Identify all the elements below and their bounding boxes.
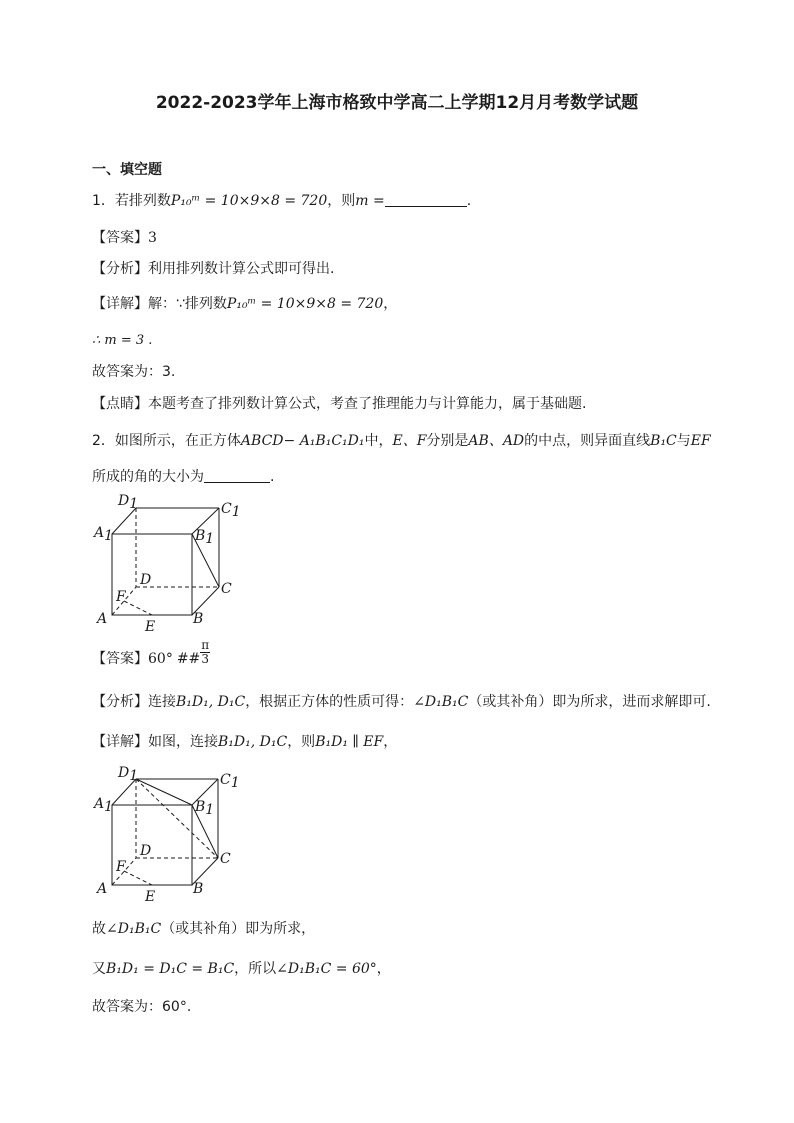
detail-tag: 【详解】: [92, 734, 148, 750]
q2-mid2: 分别是: [426, 433, 469, 449]
label-b1: B1: [195, 799, 215, 818]
detail-expr: P₁₀ᵐ = 10×9×8 = 720: [226, 296, 384, 312]
q2-mid4: 与: [676, 433, 691, 449]
detail-prefix: 解：: [148, 296, 176, 312]
q2-ef: E、F: [392, 433, 427, 449]
q1-mid: ，则: [327, 193, 356, 209]
figure-1-labels: [92, 493, 241, 635]
so-prefix: 故: [92, 921, 106, 937]
segment-d1b1: [136, 779, 192, 805]
label-d: D: [140, 572, 152, 588]
q2-line2-prefix: 所成的角的大小为: [92, 469, 204, 485]
comment-tag: 【点睛】: [92, 396, 148, 412]
answer-value: 3: [148, 230, 157, 246]
label-a1: A1: [94, 796, 114, 815]
q2-mid3: 的中点，则异面直线: [524, 433, 651, 449]
q1-var: m =: [355, 193, 385, 209]
detail-text: 排列数: [184, 296, 227, 312]
comment-text: 本题考查了排列数计算公式，考查了推理能力与计算能力，属于基础题.: [148, 396, 587, 412]
label-a1: A1: [94, 525, 114, 544]
q1-end: .: [466, 193, 472, 209]
page-title: 2022-2023学年上海市格致中学高二上学期12月月考数学试题: [155, 93, 639, 113]
label-c1: C1: [221, 501, 241, 520]
label-c1: C1: [220, 772, 240, 791]
q2-detail: [92, 733, 397, 751]
q1-conclusion: 故答案为：3.: [92, 364, 176, 380]
analysis-c: （或其补角）即为所求，进而求解即可.: [468, 694, 711, 710]
q1-answer: [92, 229, 157, 247]
label-f: F: [116, 859, 126, 875]
fraction-numerator: π: [201, 637, 210, 652]
analysis-b: ，根据正方体的性质可得：: [245, 694, 414, 710]
q1-prefix: 1．若排列数: [92, 193, 171, 209]
analysis-seg: B₁D₁, D₁C: [176, 694, 246, 710]
q1-therefore: ∴ m = 3 .: [92, 333, 153, 348]
answer-deg: 60°: [148, 651, 173, 667]
also-prefix: 又: [92, 961, 106, 977]
q2-mid: 中，: [364, 433, 393, 449]
label-f: F: [116, 589, 126, 605]
analysis-angle: ∠D₁B₁C: [413, 694, 469, 710]
q2-prefix: 2．如图所示，在正方体: [92, 433, 241, 449]
detail-seg: B₁D₁, D₁C: [218, 734, 288, 750]
analysis-tag: 【分析】: [92, 694, 148, 710]
q1-stem: [92, 192, 471, 210]
analysis-a: 连接: [148, 694, 176, 710]
cube-figure-1: [92, 490, 242, 635]
analysis-tag: 【分析】: [92, 261, 148, 277]
detail-end: ，: [383, 296, 398, 312]
also-eq: B₁D₁ = D₁C = B₁C: [106, 961, 235, 977]
q2-ab-ad: AB、AD: [468, 433, 525, 449]
figure-2-labels: [92, 765, 240, 905]
analysis-text: 利用排列数计算公式即可得出.: [148, 261, 335, 277]
so-angle: ∠D₁B₁C: [106, 921, 162, 937]
answer-sep: ##: [176, 651, 201, 667]
so-text: （或其补角）即为所求，: [161, 921, 316, 937]
fraction-denominator: 3: [201, 651, 210, 666]
q2-final: 故答案为：60°.: [92, 999, 192, 1015]
q1-comment: [92, 395, 586, 413]
segment-ef: [124, 601, 152, 615]
answer-fraction: [200, 639, 210, 666]
label-d: D: [140, 843, 152, 859]
also-mid: ，所以: [234, 961, 277, 977]
label-a: A: [97, 611, 108, 627]
cube-figure-2: [92, 762, 242, 907]
detail-a: 如图，连接: [148, 734, 218, 750]
q2-so-line: [92, 920, 315, 938]
because-symbol: ∵: [176, 296, 185, 312]
also-angle: ∠D₁B₁C = 60°: [276, 961, 377, 977]
q2-cube: ABCD− A₁B₁C₁D₁: [240, 433, 365, 449]
label-a: A: [97, 881, 108, 897]
section-heading: 一、填空题: [92, 162, 162, 178]
label-e: E: [145, 889, 156, 905]
answer-tag: 【答案】: [92, 651, 148, 667]
detail-b: ，则: [287, 734, 316, 750]
q2-analysis: [92, 693, 711, 711]
q1-detail: [92, 295, 397, 313]
label-d1: D1: [118, 493, 139, 512]
q2-line2-end: .: [270, 469, 275, 485]
q2-stem-line2: [92, 468, 274, 486]
q2-ef2: EF: [690, 433, 711, 449]
q1-answer-blank[interactable]: [385, 206, 467, 207]
q2-stem-line1: [92, 432, 711, 450]
detail-tag: 【详解】: [92, 296, 148, 312]
answer-tag: 【答案】: [92, 230, 148, 246]
segment-ef: [124, 871, 152, 885]
label-b: B: [193, 881, 204, 897]
q2-answer-blank[interactable]: [204, 482, 270, 483]
q2-b1c: B₁C: [650, 433, 677, 449]
label-c: C: [221, 581, 232, 597]
also-end: ，: [376, 961, 391, 977]
q2-also-line: [92, 960, 391, 978]
detail-c: ，: [383, 734, 398, 750]
label-e: E: [145, 619, 156, 635]
q1-analysis: [92, 260, 334, 278]
label-b: B: [193, 611, 204, 627]
q1-expr: P₁₀ᵐ = 10×9×8 = 720: [170, 193, 328, 209]
label-c: C: [220, 851, 231, 867]
q2-answer: [92, 637, 210, 668]
label-b1: B1: [195, 528, 215, 547]
label-d1: D1: [118, 765, 139, 784]
detail-parallel: B₁D₁ ∥ EF: [315, 734, 384, 750]
